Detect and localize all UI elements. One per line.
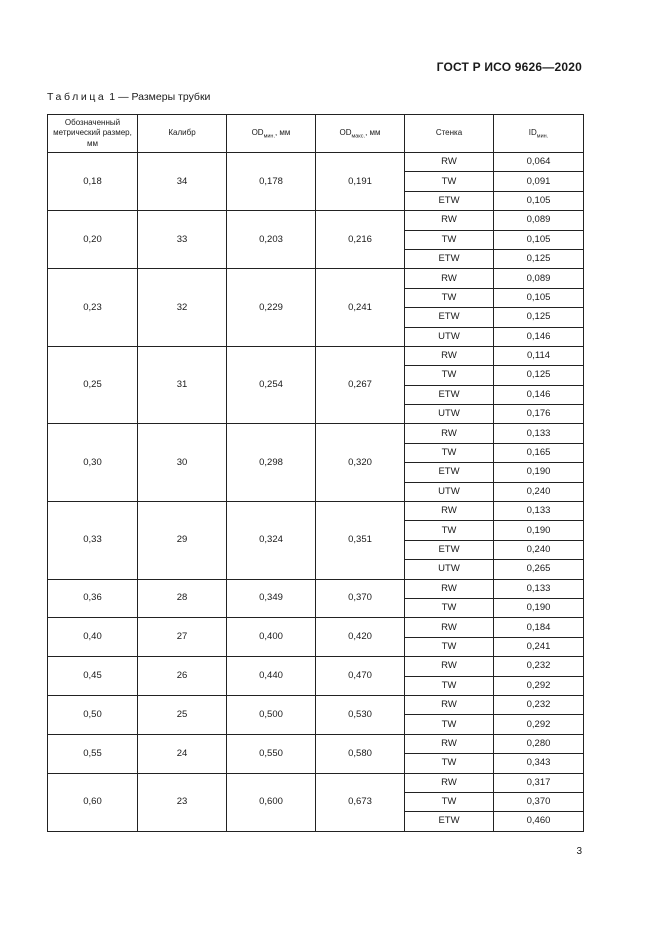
cell-id-min: 0,091: [494, 172, 584, 191]
cell-od-min: 0,440: [227, 657, 316, 696]
cell-id-min: 0,184: [494, 618, 584, 637]
cell-size: 0,23: [48, 269, 138, 347]
table-row: [48, 269, 584, 288]
cell-gauge: 29: [138, 502, 227, 580]
cell-gauge: 33: [138, 211, 227, 269]
cell-wall: TW: [405, 676, 494, 695]
cell-id-min: 0,105: [494, 288, 584, 307]
cell-size: 0,60: [48, 773, 138, 831]
table-row: [48, 502, 584, 521]
cell-gauge: 23: [138, 773, 227, 831]
cell-wall: TW: [405, 598, 494, 617]
cell-wall: ETW: [405, 812, 494, 831]
column-header-wall: Стенка: [405, 115, 494, 153]
cell-od-min: 0,203: [227, 211, 316, 269]
cell-od-max: 0,216: [316, 211, 405, 269]
cell-id-min: 0,146: [494, 327, 584, 346]
column-header-gauge: Калибр: [138, 115, 227, 153]
table-caption-prefix: Таблица: [47, 91, 107, 103]
cell-wall: TW: [405, 754, 494, 773]
cell-id-min: 0,317: [494, 773, 584, 792]
cell-wall: TW: [405, 521, 494, 540]
cell-id-min: 0,089: [494, 211, 584, 230]
cell-gauge: 28: [138, 579, 227, 618]
cell-wall: TW: [405, 288, 494, 307]
cell-gauge: 34: [138, 153, 227, 211]
cell-id-min: 0,240: [494, 482, 584, 501]
table-row: [48, 773, 584, 792]
cell-gauge: 24: [138, 734, 227, 773]
cell-id-min: 0,105: [494, 191, 584, 210]
cell-wall: RW: [405, 773, 494, 792]
cell-size: 0,45: [48, 657, 138, 696]
cell-id-min: 0,133: [494, 424, 584, 443]
cell-id-min: 0,265: [494, 560, 584, 579]
column-header-od-max: $OD_{макс.}$, мм: [316, 115, 405, 153]
cell-wall: TW: [405, 443, 494, 462]
cell-od-max: 0,370: [316, 579, 405, 618]
cell-od-max: 0,530: [316, 695, 405, 734]
cell-wall: UTW: [405, 560, 494, 579]
cell-gauge: 31: [138, 346, 227, 424]
cell-wall: ETW: [405, 308, 494, 327]
cell-id-min: 0,460: [494, 812, 584, 831]
cell-od-max: 0,191: [316, 153, 405, 211]
cell-id-min: 0,292: [494, 676, 584, 695]
cell-id-min: 0,190: [494, 598, 584, 617]
cell-wall: RW: [405, 153, 494, 172]
cell-wall: TW: [405, 230, 494, 249]
cell-wall: RW: [405, 618, 494, 637]
cell-od-min: 0,229: [227, 269, 316, 347]
cell-id-min: 0,105: [494, 230, 584, 249]
table-row: [48, 579, 584, 598]
cell-wall: UTW: [405, 482, 494, 501]
cell-wall: RW: [405, 346, 494, 365]
cell-od-max: 0,267: [316, 346, 405, 424]
cell-od-min: 0,349: [227, 579, 316, 618]
table-row: [48, 657, 584, 676]
cell-wall: RW: [405, 211, 494, 230]
cell-wall: ETW: [405, 191, 494, 210]
cell-od-max: 0,470: [316, 657, 405, 696]
cell-gauge: 32: [138, 269, 227, 347]
cell-id-min: 0,241: [494, 637, 584, 656]
table-row: [48, 695, 584, 714]
cell-id-min: 0,133: [494, 502, 584, 521]
table-header-row: [48, 115, 584, 153]
cell-size: 0,20: [48, 211, 138, 269]
cell-wall: ETW: [405, 540, 494, 559]
cell-wall: RW: [405, 657, 494, 676]
cell-wall: TW: [405, 366, 494, 385]
column-header-size: Обозначенный метрический размер, мм: [48, 115, 138, 153]
cell-wall: UTW: [405, 327, 494, 346]
table-row: [48, 734, 584, 753]
cell-size: 0,30: [48, 424, 138, 502]
cell-od-max: 0,580: [316, 734, 405, 773]
cell-od-max: 0,320: [316, 424, 405, 502]
cell-wall: TW: [405, 715, 494, 734]
cell-id-min: 0,370: [494, 792, 584, 811]
cell-size: 0,18: [48, 153, 138, 211]
cell-size: 0,50: [48, 695, 138, 734]
cell-wall: ETW: [405, 249, 494, 268]
cell-gauge: 27: [138, 618, 227, 657]
cell-id-min: 0,343: [494, 754, 584, 773]
column-header-od-min: $OD_{мин.}$, мм: [227, 115, 316, 153]
cell-wall: RW: [405, 579, 494, 598]
column-header-id-min: $ID_{мин.}$: [494, 115, 584, 153]
cell-od-min: 0,600: [227, 773, 316, 831]
cell-id-min: 0,240: [494, 540, 584, 559]
cell-id-min: 0,232: [494, 657, 584, 676]
cell-id-min: 0,146: [494, 385, 584, 404]
cell-id-min: 0,125: [494, 366, 584, 385]
cell-id-min: 0,114: [494, 346, 584, 365]
cell-wall: RW: [405, 734, 494, 753]
table-row: [48, 211, 584, 230]
cell-id-min: 0,125: [494, 308, 584, 327]
cell-gauge: 25: [138, 695, 227, 734]
table-row: [48, 153, 584, 172]
cell-id-min: 0,176: [494, 405, 584, 424]
table-row: [48, 618, 584, 637]
cell-id-min: 0,133: [494, 579, 584, 598]
cell-size: 0,36: [48, 579, 138, 618]
cell-id-min: 0,064: [494, 153, 584, 172]
cell-size: 0,25: [48, 346, 138, 424]
cell-id-min: 0,292: [494, 715, 584, 734]
cell-id-min: 0,190: [494, 463, 584, 482]
cell-id-min: 0,089: [494, 269, 584, 288]
cell-gauge: 26: [138, 657, 227, 696]
cell-od-min: 0,178: [227, 153, 316, 211]
table-body: [48, 153, 584, 832]
cell-wall: ETW: [405, 463, 494, 482]
cell-wall: RW: [405, 424, 494, 443]
document-header: ГОСТ Р ИСО 9626—2020: [436, 60, 582, 74]
cell-od-min: 0,550: [227, 734, 316, 773]
cell-size: 0,55: [48, 734, 138, 773]
table-row: [48, 424, 584, 443]
cell-od-max: 0,673: [316, 773, 405, 831]
cell-wall: TW: [405, 792, 494, 811]
cell-od-min: 0,324: [227, 502, 316, 580]
cell-od-max: 0,241: [316, 269, 405, 347]
cell-wall: ETW: [405, 385, 494, 404]
cell-id-min: 0,125: [494, 249, 584, 268]
cell-wall: RW: [405, 695, 494, 714]
cell-id-min: 0,232: [494, 695, 584, 714]
cell-wall: TW: [405, 637, 494, 656]
cell-wall: UTW: [405, 405, 494, 424]
cell-gauge: 30: [138, 424, 227, 502]
cell-od-max: 0,420: [316, 618, 405, 657]
cell-wall: RW: [405, 269, 494, 288]
cell-od-min: 0,500: [227, 695, 316, 734]
cell-id-min: 0,165: [494, 443, 584, 462]
cell-id-min: 0,190: [494, 521, 584, 540]
cell-wall: RW: [405, 502, 494, 521]
table-caption-title: — Размеры трубки: [118, 91, 211, 103]
cell-od-min: 0,254: [227, 346, 316, 424]
table-caption-number: 1: [109, 91, 116, 103]
cell-wall: TW: [405, 172, 494, 191]
cell-size: 0,40: [48, 618, 138, 657]
cell-id-min: 0,280: [494, 734, 584, 753]
tube-dimensions-table: [47, 114, 584, 832]
table-row: [48, 346, 584, 365]
page-number: 3: [576, 846, 582, 857]
table-caption: [47, 91, 210, 103]
cell-od-min: 0,400: [227, 618, 316, 657]
cell-size: 0,33: [48, 502, 138, 580]
cell-od-min: 0,298: [227, 424, 316, 502]
cell-od-max: 0,351: [316, 502, 405, 580]
